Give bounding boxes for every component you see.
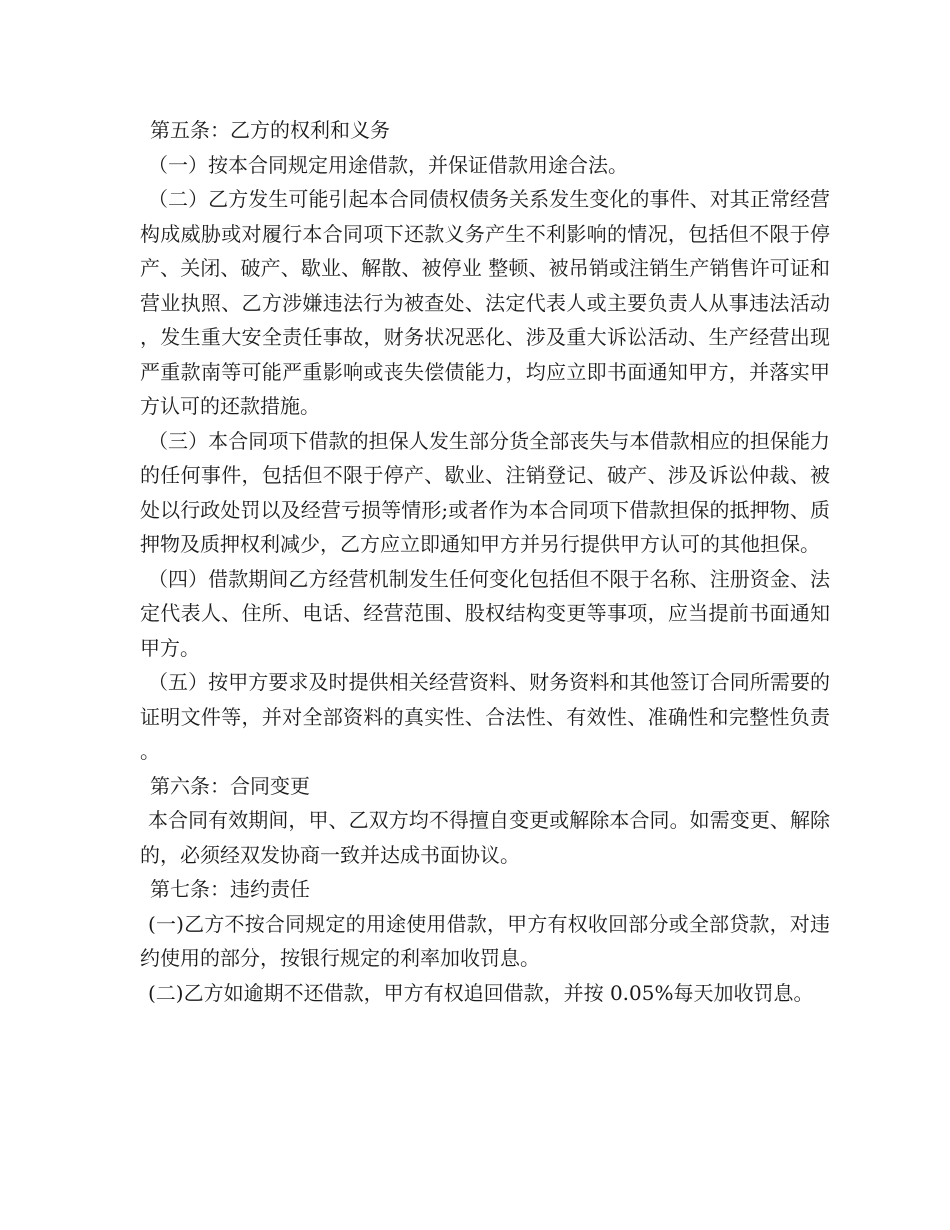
article-5-item-4: （四）借款期间乙方经营机制发生任何变化包括但不限于名称、注册资金、法定代表人、住所、电话、经营范围、股权结构变更等事项，应当提前书面通知甲方。 bbox=[140, 566, 830, 660]
article-5-item-3: （三）本合同项下借款的担保人发生部分货全部丧失与本借款相应的担保能力的任何事件，包括但不限于停产、歇业、注销登记、破产、涉及诉讼仲裁、被处以行政处罚以及经营亏损等情形;或者作为本合同项下借款担保的抵押物、质押物及质押权利减少，乙方应立即通知甲方并另行提供甲方认可的其他担保。 bbox=[140, 428, 830, 556]
article-5-heading: 第五条：乙方的权利和义务 bbox=[150, 118, 390, 142]
article-5-item-1: （一）按本合同规定用途借款，并保证借款用途合法。 bbox=[148, 152, 628, 177]
article-6-heading: 第六条：合同变更 bbox=[150, 773, 310, 798]
article-7-item-2: (二)乙方如逾期不还借款，甲方有权追回借款，并按 0.05%每天加收罚息。 bbox=[148, 980, 814, 1005]
contract-body bbox=[140, 113, 830, 1010]
article-7-item-1: (一)乙方不按合同规定的用途使用借款，甲方有权收回部分或全部贷款，对违约使用的部分，按银行规定的利率加收罚息。 bbox=[140, 911, 830, 970]
article-6-text: 本合同有效期间，甲、乙双方均不得擅自变更或解除本合同。如需变更、解除的，必须经双发协商一致并达成书面协议。 bbox=[140, 808, 830, 867]
article-5-item-2: （二）乙方发生可能引起本合同债权债务关系发生变化的事件、对其正常经营构成威胁或对履行本合同项下还款义务产生不利影响的情况，包括但不限于停产、关闭、破产、歇业、解散、被停业 整顿、被吊销或注销生产销售许可证和营业执照、乙方涉嫌违法行为被查处、法定代表人或主要负责人从事违法活动，发生重大安全责任事故，财务状况恶化、涉及重大诉讼活动、生产经营出现严重款南等可能严重影响或丧失偿债能力，均应立即书面通知甲方，并落实甲方认可的还款措施。 bbox=[140, 187, 830, 418]
article-5-item-5: （五）按甲方要求及时提供相关经营资料、财务资料和其他签订合同所需要的证明文件等，并对全部资料的真实性、合法性、有效性、准确性和完整性负责。 bbox=[140, 670, 830, 763]
article-7-heading: 第七条：违约责任 bbox=[150, 877, 310, 901]
